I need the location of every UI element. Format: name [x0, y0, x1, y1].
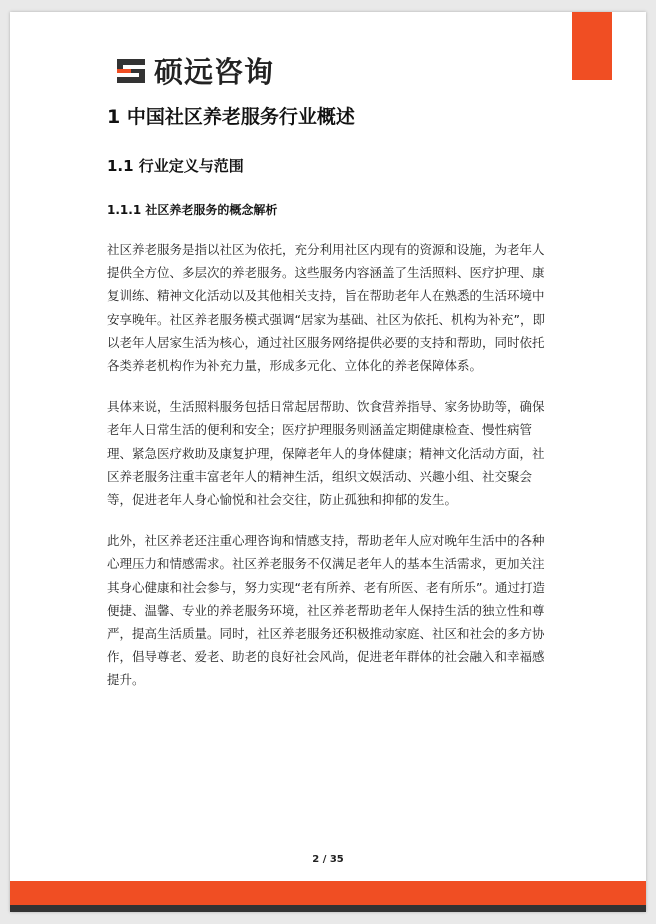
- paragraph: 具体来说，生活照料服务包括日常起居帮助、饮食营养指导、家务协助等，确保老年人日常生活的便利和安全；医疗护理服务则涵盖定期健康检查、慢性病管理、紧急医疗救助及康复护理，保障老年人的身体健康；精神文化活动方面，社区养老服务注重丰富老年人的精神生活，组织文娱活动、兴趣小组、社交聚会等，促进老年人身心愉悦和社会交往，防止孤独和抑郁的发生。: [107, 399, 545, 508]
- paragraph: 社区养老服务是指以社区为依托，充分利用社区内现有的资源和设施，为老年人提供全方位、多层次的养老服务。这些服务内容涵盖了生活照料、医疗护理、康复训练、精神文化活动以及其他相关支持，旨在帮助老年人在熟悉的生活环境中安享晚年。社区养老服务模式强调“居家为基础、社区为依托、机构为补充”，即以老年人居家生活为核心，通过社区服务网络提供必要的支持和帮助，同时依托各类养老机构作为补充力量，形成多元化、立体化的养老保障体系。: [107, 242, 545, 374]
- footer-dark-bar: [10, 905, 646, 912]
- section-heading-1: 1 中国社区养老服务行业概述: [107, 106, 355, 128]
- footer-accent-bar: [10, 881, 646, 905]
- company-logo: [114, 50, 274, 91]
- page-number: 2 / 35: [312, 854, 344, 865]
- section-heading-1-1: 1.1 行业定义与范围: [107, 157, 244, 175]
- body-text: [107, 238, 552, 710]
- logo-text: 硕远咨询: [154, 55, 275, 89]
- document-page: [10, 12, 646, 912]
- section-heading-1-1-1: 1.1.1 社区养老服务的概念解析: [107, 203, 278, 217]
- corner-accent-block: [572, 12, 612, 80]
- paragraph: 此外，社区养老还注重心理咨询和情感支持，帮助老年人应对晚年生活中的各种心理压力和情感需求。社区养老服务不仅满足老年人的基本生活需求，更加关注其身心健康和社会参与，努力实现“老有所养、老有所医、老有所乐”。通过打造便捷、温馨、专业的养老服务环境，社区养老帮助老年人保持生活的独立性和尊严，提高生活质量。同时，社区养老服务还积极推动家庭、社区和社会的多方协作，倡导尊老、爱老、助老的良好社会风尚，促进老年群体的社会融入和幸福感提升。: [107, 533, 545, 688]
- logo-mark-icon: [114, 56, 148, 86]
